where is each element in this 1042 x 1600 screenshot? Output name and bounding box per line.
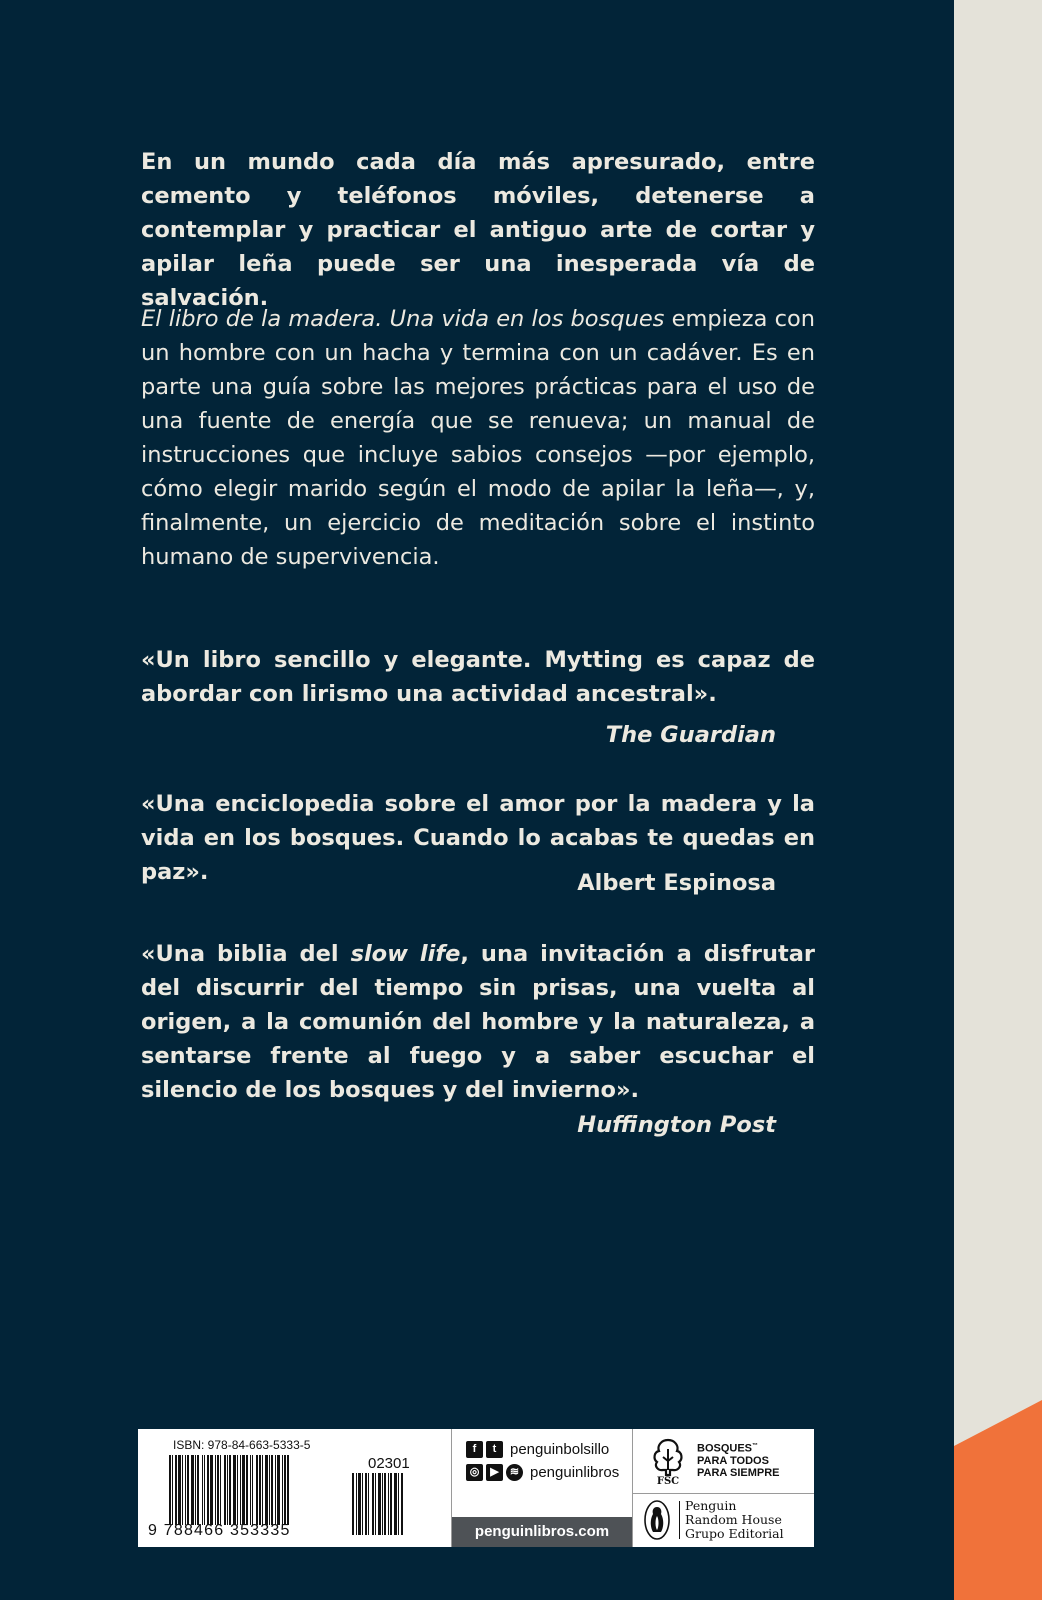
logos-panel bbox=[633, 1429, 814, 1547]
social-row-1 bbox=[466, 1441, 609, 1458]
barcode-number: 9 788466 353335 bbox=[148, 1522, 291, 1539]
spotify-icon: ≋ bbox=[506, 1464, 523, 1481]
barcode-bars bbox=[169, 1455, 354, 1525]
quote-2: «Una enciclopedia sobre el amor por la madera y la vida en los bosques. Cuando lo acabas te quedas en paz». bbox=[141, 791, 815, 885]
social-panel bbox=[452, 1429, 632, 1547]
penguin-logo-icon bbox=[643, 1499, 671, 1541]
youtube-icon: ▶ bbox=[486, 1464, 503, 1481]
fsc-tm: ™ bbox=[752, 1443, 759, 1449]
quote-1: «Un libro sencillo y elegante. Mytting es capaz de abordar con lirismo una actividad ancestral». bbox=[141, 647, 815, 707]
intro-paragraph: En un mundo cada día más apresurado, entre cemento y teléfonos móviles, detenerse a contemplar y practicar el antiguo arte de cortar y apilar leña puede ser una inesperada vía de salvación. bbox=[141, 149, 815, 311]
publisher-line-2: Random House bbox=[685, 1512, 782, 1527]
divider bbox=[633, 1493, 814, 1494]
quote-1-source: The Guardian bbox=[605, 722, 776, 748]
divider bbox=[679, 1501, 680, 1539]
quote-3-italic: slow life bbox=[350, 941, 461, 967]
quote-3-text-b: , una invitación a disfrutar del discurrir del tiempo sin prisas, una vuelta al origen, a la comunión del hombre y la naturaleza, a sentarse frente al fuego y a saber escuchar el silencio de los bosques y del invierno». bbox=[141, 941, 815, 1103]
description-paragraph bbox=[141, 302, 815, 574]
fsc-tree-icon bbox=[647, 1437, 689, 1485]
isbn-label: ISBN: 978-84-663-5333-5 bbox=[173, 1438, 311, 1452]
description-text: empieza con un hombre con un hacha y termina con un cadáver. Es en parte una guía sobre las mejores prácticas para el uso de una fuente de energía que se renueva; un manual de instrucciones que incluye sabios consejos —por ejemplo, cómo elegir marido según el modo de apilar la leña—, y, finalmente, un ejercicio de meditación sobre el instinto humano de supervivencia. bbox=[141, 306, 815, 570]
barcode-box bbox=[138, 1429, 814, 1547]
website-link[interactable]: penguinlibros.com bbox=[452, 1517, 632, 1547]
quote-3 bbox=[141, 937, 815, 1107]
spine-orange-accent bbox=[954, 1400, 1042, 1600]
fsc-label: FSC bbox=[656, 1476, 680, 1485]
social-row-2 bbox=[466, 1464, 619, 1481]
spine bbox=[954, 0, 1042, 1600]
fsc-line-3: PARA SIEMPRE bbox=[697, 1466, 780, 1479]
book-title: El libro de la madera. Una vida en los bosques bbox=[141, 306, 665, 332]
barcode-addon-bars bbox=[352, 1473, 428, 1535]
barcode-bar bbox=[287, 1455, 289, 1525]
quote-3-source: Huffington Post bbox=[577, 1112, 776, 1138]
social-handle-2: penguinlibros bbox=[530, 1464, 620, 1481]
barcode-bar bbox=[401, 1473, 403, 1535]
quote-2-source: Albert Espinosa bbox=[577, 870, 776, 896]
fsc-slogan bbox=[697, 1440, 780, 1479]
publisher-line-1: Penguin bbox=[685, 1498, 737, 1513]
publisher-logo-text bbox=[685, 1499, 784, 1541]
quote-3-text-a: «Una biblia del bbox=[141, 941, 351, 967]
barcode-addon-number: 02301 bbox=[368, 1455, 410, 1472]
fsc-line-1: BOSQUES bbox=[697, 1442, 753, 1455]
social-handle-1: penguinbolsillo bbox=[510, 1441, 610, 1458]
publisher-line-3: Grupo Editorial bbox=[685, 1526, 784, 1541]
instagram-icon: ◎ bbox=[466, 1464, 483, 1481]
fsc-line-2: PARA TODOS bbox=[697, 1454, 769, 1467]
twitter-icon: t bbox=[486, 1441, 503, 1458]
barcode-panel bbox=[138, 1429, 451, 1547]
facebook-icon: f bbox=[466, 1441, 483, 1458]
